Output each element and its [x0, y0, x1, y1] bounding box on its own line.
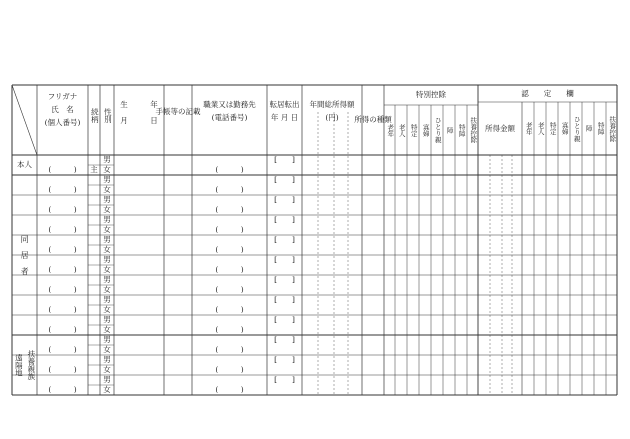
moving-bracket: [ ] [274, 194, 295, 204]
col-special-deduction: 特別控除 [416, 89, 446, 99]
deduction-label: 特定 [409, 123, 418, 137]
relation-self: 主 [90, 164, 98, 174]
sex-male: 男 [103, 274, 111, 284]
sex-male: 男 [103, 294, 111, 304]
grid-line [12, 85, 37, 155]
sex-male: 男 [103, 234, 111, 244]
occupation-paren: ( ) [215, 164, 244, 174]
moving-bracket: [ ] [274, 214, 295, 224]
col-furigana: フリガナ [47, 91, 78, 101]
moving-bracket: [ ] [274, 354, 295, 364]
sex-male: 男 [103, 314, 111, 324]
sex-female: 女 [103, 384, 111, 394]
occupation-paren: ( ) [215, 284, 244, 294]
moving-bracket: [ ] [274, 274, 295, 284]
col-relation: 続柄 [90, 107, 100, 123]
deduction-label: 寡婦 [421, 123, 430, 137]
sex-female: 女 [103, 224, 111, 234]
occupation-paren: ( ) [215, 264, 244, 274]
sex-male: 男 [103, 354, 111, 364]
name-paren: ( ) [48, 264, 77, 274]
col-income-type: 所得の種類 [354, 114, 392, 124]
sex-male: 男 [103, 194, 111, 204]
occupation-paren: ( ) [215, 324, 244, 334]
col-moving-date: 年 月 日 [270, 112, 299, 122]
sex-male: 男 [103, 214, 111, 224]
moving-bracket: [ ] [274, 234, 295, 244]
col-certified-income: 所得金額 [485, 123, 515, 133]
col-work-phone: (電話番号) [211, 112, 248, 122]
col-birth: 生 [120, 99, 128, 109]
cert-deduction-label: 扶養控除 [608, 115, 617, 142]
col-month: 月 [120, 115, 128, 125]
name-paren: ( ) [48, 344, 77, 354]
occupation-paren: ( ) [215, 304, 244, 314]
col-annual-income: 年間総所得額 [309, 99, 355, 109]
sex-female: 女 [103, 284, 111, 294]
name-paren: ( ) [48, 364, 77, 374]
col-occupation: 職業又は勤務先 [203, 99, 256, 109]
cert-deduction-label: 特定 [548, 122, 557, 135]
row-label-cohabitant: 同 居 者 [20, 235, 30, 275]
deduction-label: 老年 [386, 123, 395, 137]
sex-male: 男 [103, 174, 111, 184]
sex-female: 女 [103, 164, 111, 174]
name-paren: ( ) [48, 164, 77, 174]
deduction-label: 老人 [397, 123, 406, 137]
col-individual-no: (個人番号) [44, 117, 81, 127]
occupation-paren: ( ) [215, 244, 244, 254]
sex-male: 男 [103, 334, 111, 344]
deduction-label: 扶養控除 [469, 117, 478, 143]
row-label-dependents: 扶養親族 [26, 350, 36, 380]
occupation-paren: ( ) [215, 204, 244, 214]
col-year: 年 [150, 99, 158, 109]
row-label-remote: 遠隔地 [14, 353, 24, 377]
deduction-label: 特障 [457, 123, 466, 137]
name-paren: ( ) [48, 224, 77, 234]
col-sex: 性別 [103, 107, 113, 123]
moving-bracket: [ ] [274, 294, 295, 304]
sex-female: 女 [103, 264, 111, 274]
cert-deduction-label: 老年 [524, 122, 533, 135]
name-paren: ( ) [48, 384, 77, 394]
sex-female: 女 [103, 204, 111, 214]
sex-male: 男 [103, 154, 111, 164]
name-paren: ( ) [48, 184, 77, 194]
sex-female: 女 [103, 324, 111, 334]
col-certification: 認 定 欄 [521, 88, 574, 98]
cert-deduction-label: ひとり親 [572, 115, 581, 142]
col-name: 氏 名 [51, 104, 74, 114]
occupation-paren: ( ) [215, 344, 244, 354]
name-paren: ( ) [48, 284, 77, 294]
col-notebook: 手帳等の記載 [155, 106, 201, 116]
moving-bracket: [ ] [274, 254, 295, 264]
moving-bracket: [ ] [274, 174, 295, 184]
name-paren: ( ) [48, 244, 77, 254]
name-paren: ( ) [48, 204, 77, 214]
sex-female: 女 [103, 184, 111, 194]
sex-female: 女 [103, 364, 111, 374]
col-day: 日 [150, 115, 158, 125]
sex-female: 女 [103, 304, 111, 314]
occupation-paren: ( ) [215, 184, 244, 194]
deduction-label: 障 [445, 126, 454, 134]
row-label-self: 本人 [17, 159, 32, 169]
cert-deduction-label: 老人 [536, 122, 545, 135]
name-paren: ( ) [48, 304, 77, 314]
moving-bracket: [ ] [274, 374, 295, 384]
occupation-paren: ( ) [215, 364, 244, 374]
col-yen: (円) [325, 112, 339, 122]
cert-deduction-label: 障 [584, 125, 593, 132]
cert-deduction-label: 特障 [596, 122, 605, 135]
sex-male: 男 [103, 254, 111, 264]
moving-bracket: [ ] [274, 154, 295, 164]
sex-female: 女 [103, 244, 111, 254]
moving-bracket: [ ] [274, 314, 295, 324]
cert-deduction-label: 寡婦 [560, 122, 569, 135]
name-paren: ( ) [48, 324, 77, 334]
sex-female: 女 [103, 344, 111, 354]
occupation-paren: ( ) [215, 384, 244, 394]
deduction-label: ひとり親 [433, 117, 442, 143]
col-moving: 転居転出 [269, 99, 300, 109]
occupation-paren: ( ) [215, 224, 244, 234]
sex-male: 男 [103, 374, 111, 384]
moving-bracket: [ ] [274, 334, 295, 344]
